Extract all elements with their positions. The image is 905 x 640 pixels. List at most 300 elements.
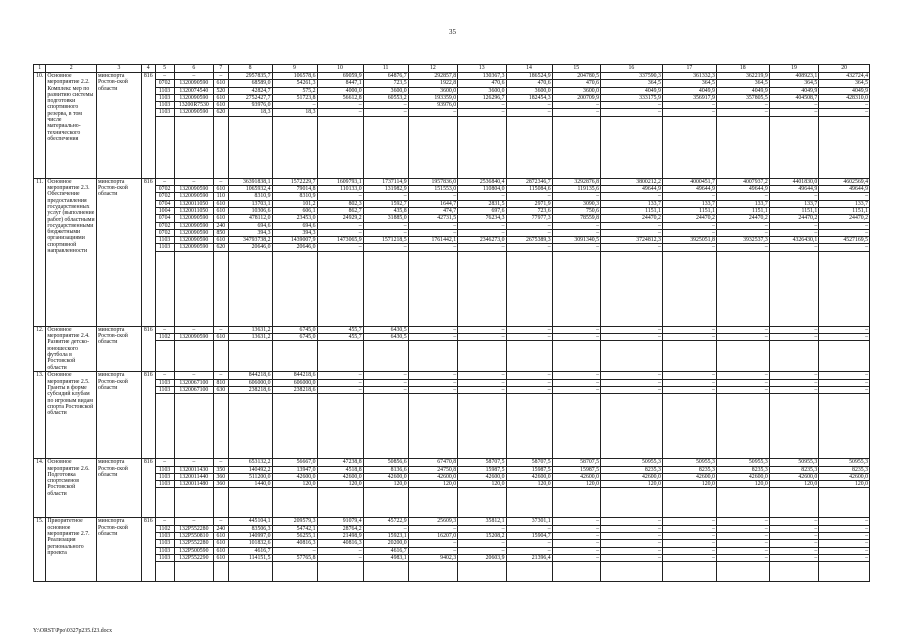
empty-cell xyxy=(819,341,870,372)
code-cell: 1320090590 xyxy=(174,186,213,193)
amount-cell: – xyxy=(506,547,552,554)
empty-cell xyxy=(408,488,458,518)
amount-cell: 1644,7 xyxy=(408,200,458,207)
column-header: 6 xyxy=(174,65,213,73)
code-cell: 350 xyxy=(214,466,229,473)
empty-cell xyxy=(317,562,363,582)
amount-cell: 42600,0 xyxy=(662,473,716,480)
activity-name: Основное мероприятие 2.2. Комплекс мер по развитию системы подготовки спортивного резерва, в том числе материально-технического обеспечения xyxy=(46,73,97,179)
code-cell: 520 xyxy=(214,87,229,94)
amount-cell: 4049,9 xyxy=(769,87,819,94)
amount-cell: – xyxy=(819,102,870,109)
amount-cell: 408923,1 xyxy=(769,73,819,80)
column-header: 5 xyxy=(155,65,174,73)
amount-cell: 57765,8 xyxy=(272,554,317,561)
amount-cell: – xyxy=(601,229,663,236)
amount-cell: 1761442,1 xyxy=(408,237,458,244)
table-row xyxy=(34,518,870,525)
empty-cell xyxy=(155,562,174,582)
empty-cell xyxy=(662,394,716,459)
empty-cell xyxy=(601,116,663,178)
filler-row xyxy=(34,394,870,459)
grbs-code: 816 xyxy=(142,518,156,582)
table-row xyxy=(34,109,870,116)
budget-table xyxy=(33,64,870,582)
amount-cell: – xyxy=(601,386,663,393)
table-row xyxy=(34,533,870,540)
code-cell: 1103 xyxy=(155,102,174,109)
empty-cell xyxy=(819,562,870,582)
grbs-code: 816 xyxy=(142,326,156,372)
amount-cell: – xyxy=(819,109,870,116)
code-cell: 610 xyxy=(214,237,229,244)
empty-cell xyxy=(317,116,363,178)
amount-cell: 8447,1 xyxy=(317,80,363,87)
amount-cell: – xyxy=(552,525,600,532)
empty-cell xyxy=(819,488,870,518)
code-cell: – xyxy=(155,178,174,185)
empty-cell xyxy=(272,116,317,178)
amount-cell: – xyxy=(769,525,819,532)
amount-cell: 91079,4 xyxy=(317,518,363,525)
code-cell: – xyxy=(155,73,174,80)
code-cell: – xyxy=(214,372,229,379)
amount-cell: 3600,0 xyxy=(552,87,600,94)
table-row xyxy=(34,102,870,109)
empty-cell xyxy=(716,251,769,326)
empty-cell xyxy=(214,394,229,459)
amount-cell: – xyxy=(506,326,552,333)
code-cell: 610 xyxy=(214,540,229,547)
amount-cell: – xyxy=(819,326,870,333)
empty-cell xyxy=(819,116,870,178)
empty-cell xyxy=(272,488,317,518)
code-cell: 1320011430 xyxy=(174,466,213,473)
amount-cell: 35812,1 xyxy=(458,518,506,525)
amount-cell: 126296,7 xyxy=(458,94,506,101)
amount-cell: – xyxy=(272,547,317,554)
amount-cell: 50856,6 xyxy=(363,459,408,466)
code-cell: – xyxy=(214,73,229,80)
amount-cell: 42600,0 xyxy=(716,473,769,480)
table-row xyxy=(34,481,870,488)
amount-cell: 4401830,0 xyxy=(769,178,819,185)
executor: минспорта Ростов-ской области xyxy=(97,372,142,459)
empty-cell xyxy=(662,488,716,518)
amount-cell: – xyxy=(408,540,458,547)
amount-cell: – xyxy=(819,334,870,341)
amount-cell: 54261,3 xyxy=(272,80,317,87)
table-row xyxy=(34,215,870,222)
table-row xyxy=(34,237,870,244)
amount-cell: 120,0 xyxy=(716,481,769,488)
amount-cell: 511200,0 xyxy=(228,473,272,480)
amount-cell: 16207,0 xyxy=(408,533,458,540)
amount-cell: – xyxy=(662,386,716,393)
amount-cell: 3925051,8 xyxy=(662,237,716,244)
filler-row xyxy=(34,116,870,178)
amount-cell: 182454,3 xyxy=(506,94,552,101)
amount-cell: – xyxy=(458,326,506,333)
amount-cell: – xyxy=(662,109,716,116)
amount-cell: 15923,1 xyxy=(363,533,408,540)
amount-cell: – xyxy=(363,525,408,532)
amount-cell: 120,0 xyxy=(552,481,600,488)
table-row xyxy=(34,554,870,561)
amount-cell: – xyxy=(408,334,458,341)
empty-cell xyxy=(769,251,819,326)
amount-cell: 364,5 xyxy=(769,80,819,87)
amount-cell: 2831,5 xyxy=(458,200,506,207)
amount-cell: 114151,5 xyxy=(228,554,272,561)
empty-cell xyxy=(155,488,174,518)
code-cell: 1004 xyxy=(155,207,174,214)
amount-cell: 42731,5 xyxy=(408,215,458,222)
table-row xyxy=(34,186,870,193)
amount-cell: 18,3 xyxy=(272,109,317,116)
amount-cell: – xyxy=(317,372,363,379)
empty-cell xyxy=(716,116,769,178)
amount-cell: – xyxy=(601,540,663,547)
amount-cell: – xyxy=(662,334,716,341)
column-header: 10 xyxy=(317,65,363,73)
amount-cell: – xyxy=(662,547,716,554)
amount-cell: – xyxy=(769,386,819,393)
empty-cell xyxy=(228,394,272,459)
empty-cell xyxy=(552,116,600,178)
code-cell: – xyxy=(155,459,174,466)
empty-cell xyxy=(819,251,870,326)
code-cell: 0704 xyxy=(155,200,174,207)
amount-cell: 694,6 xyxy=(272,222,317,229)
empty-cell xyxy=(552,394,600,459)
amount-cell: – xyxy=(662,518,716,525)
amount-cell: – xyxy=(408,244,458,251)
amount-cell: – xyxy=(363,109,408,116)
amount-cell: 1439007,9 xyxy=(272,237,317,244)
code-cell: 1320090590 xyxy=(174,244,213,251)
footer-file-path: Y:\ORST\Ppo\0327p235.f23.docx xyxy=(33,628,113,634)
empty-cell xyxy=(317,251,363,326)
amount-cell: – xyxy=(662,533,716,540)
amount-cell: 101832,6 xyxy=(228,540,272,547)
activity-name: Основное мероприятие 2.3. Обеспечение предоставления государственных услуг (выполнение работ) областными государственными бюджетными организациями спортивной направленности xyxy=(46,178,97,326)
amount-cell: 2675389,3 xyxy=(506,237,552,244)
table-row xyxy=(34,525,870,532)
code-cell: 1103 xyxy=(155,87,174,94)
amount-cell: 470,6 xyxy=(458,80,506,87)
column-header: 15 xyxy=(552,65,600,73)
row-number: 14. xyxy=(34,459,46,518)
amount-cell: 21498,9 xyxy=(317,533,363,540)
executor: минспорта Ростов-ской области xyxy=(97,326,142,372)
amount-cell: 455,7 xyxy=(317,326,363,333)
amount-cell: – xyxy=(601,533,663,540)
amount-cell: 1737114,9 xyxy=(363,178,408,185)
table-row xyxy=(34,222,870,229)
amount-cell: 42600,0 xyxy=(769,473,819,480)
amount-cell: – xyxy=(408,386,458,393)
code-cell: 610 xyxy=(214,94,229,101)
amount-cell: – xyxy=(769,229,819,236)
amount-cell: – xyxy=(317,379,363,386)
amount-cell: 694,6 xyxy=(228,222,272,229)
code-cell: – xyxy=(214,518,229,525)
code-cell: 0702 xyxy=(155,186,174,193)
amount-cell: 45722,9 xyxy=(363,518,408,525)
empty-cell xyxy=(272,251,317,326)
column-header: 13 xyxy=(458,65,506,73)
amount-cell: 1065932,4 xyxy=(228,186,272,193)
filler-row xyxy=(34,562,870,582)
code-cell: 1103 xyxy=(155,386,174,393)
amount-cell: 200709,9 xyxy=(552,94,600,101)
amount-cell: 204780,5 xyxy=(552,73,600,80)
amount-cell: 120,0 xyxy=(317,481,363,488)
amount-cell: 4602569,4 xyxy=(819,178,870,185)
amount-cell: 575,2 xyxy=(272,87,317,94)
amount-cell: – xyxy=(272,102,317,109)
amount-cell: 1151,1 xyxy=(769,207,819,214)
amount-cell: 1957836,0 xyxy=(408,178,458,185)
amount-cell: 131982,9 xyxy=(363,186,408,193)
table-row xyxy=(34,334,870,341)
amount-cell: 13631,2 xyxy=(228,334,272,341)
amount-cell: 20200,0 xyxy=(363,540,408,547)
column-header: 8 xyxy=(228,65,272,73)
code-cell: 610 xyxy=(214,207,229,214)
amount-cell: 478112,0 xyxy=(228,215,272,222)
amount-cell: 361332,3 xyxy=(662,73,716,80)
code-cell: 1320011050 xyxy=(174,200,213,207)
amount-cell: 133,7 xyxy=(769,200,819,207)
amount-cell: 364,5 xyxy=(716,80,769,87)
code-cell: 1320074540 xyxy=(174,87,213,94)
amount-cell: – xyxy=(552,533,600,540)
amount-cell: – xyxy=(716,518,769,525)
empty-cell xyxy=(601,488,663,518)
code-cell: 1103 xyxy=(155,481,174,488)
amount-cell: 49644,9 xyxy=(601,186,663,193)
code-cell: 1320090590 xyxy=(174,222,213,229)
code-cell: 610 xyxy=(214,554,229,561)
table-row xyxy=(34,466,870,473)
table-row xyxy=(34,229,870,236)
amount-cell: – xyxy=(769,244,819,251)
amount-cell: – xyxy=(317,193,363,200)
empty-cell xyxy=(552,562,600,582)
code-cell: – xyxy=(174,518,213,525)
empty-cell xyxy=(601,394,663,459)
amount-cell: – xyxy=(662,525,716,532)
amount-cell: – xyxy=(716,547,769,554)
amount-cell: – xyxy=(552,372,600,379)
executor: минспорта Ростов-ской области xyxy=(97,459,142,518)
amount-cell: 115084,6 xyxy=(506,186,552,193)
amount-cell: – xyxy=(601,109,663,116)
amount-cell: 15987,5 xyxy=(458,466,506,473)
amount-cell: 6430,5 xyxy=(363,326,408,333)
empty-cell xyxy=(769,116,819,178)
amount-cell: – xyxy=(458,386,506,393)
amount-cell: 3600,0 xyxy=(506,87,552,94)
amount-cell: 1473065,9 xyxy=(317,237,363,244)
amount-cell: – xyxy=(458,540,506,547)
amount-cell: 49644,9 xyxy=(769,186,819,193)
amount-cell: 69059,9 xyxy=(317,73,363,80)
amount-cell: – xyxy=(769,334,819,341)
amount-cell: – xyxy=(458,229,506,236)
grbs-code: 816 xyxy=(142,372,156,459)
amount-cell: 3932537,3 xyxy=(716,237,769,244)
code-cell: 1103 xyxy=(155,540,174,547)
grbs-code: 816 xyxy=(142,459,156,518)
amount-cell: 13703,1 xyxy=(228,200,272,207)
activity-name: Приоритетное основное мероприятие 2.7. Реализация регионального проекта xyxy=(46,518,97,582)
amount-cell: – xyxy=(601,372,663,379)
amount-cell: – xyxy=(363,102,408,109)
empty-cell xyxy=(716,562,769,582)
amount-cell: 3600,0 xyxy=(458,87,506,94)
empty-cell xyxy=(408,251,458,326)
amount-cell: – xyxy=(552,222,600,229)
amount-cell: 83506,3 xyxy=(228,525,272,532)
amount-cell: 40816,3 xyxy=(272,540,317,547)
table-row xyxy=(34,386,870,393)
amount-cell: – xyxy=(819,533,870,540)
column-header: 14 xyxy=(506,65,552,73)
amount-cell: 4049,9 xyxy=(601,87,663,94)
page-number: 35 xyxy=(449,28,456,36)
amount-cell: – xyxy=(769,554,819,561)
amount-cell: – xyxy=(458,193,506,200)
amount-cell: – xyxy=(317,547,363,554)
amount-cell: 120,0 xyxy=(601,481,663,488)
column-header: 9 xyxy=(272,65,317,73)
empty-cell xyxy=(716,341,769,372)
amount-cell: 1609793,1 xyxy=(317,178,363,185)
row-number: 10. xyxy=(34,73,46,179)
amount-cell: – xyxy=(819,547,870,554)
amount-cell: – xyxy=(363,222,408,229)
executor: минспорта Ростов-ской области xyxy=(97,178,142,326)
amount-cell: 42824,7 xyxy=(228,87,272,94)
amount-cell: 3292876,8 xyxy=(552,178,600,185)
amount-cell: – xyxy=(819,222,870,229)
amount-cell: 24929,2 xyxy=(317,215,363,222)
amount-cell: – xyxy=(819,386,870,393)
empty-cell xyxy=(769,562,819,582)
amount-cell: – xyxy=(716,244,769,251)
amount-cell: 3091340,5 xyxy=(552,237,600,244)
table-row xyxy=(34,326,870,333)
amount-cell: – xyxy=(552,326,600,333)
amount-cell: 844218,6 xyxy=(272,372,317,379)
amount-cell: 364,5 xyxy=(601,80,663,87)
empty-cell xyxy=(174,251,213,326)
amount-cell: – xyxy=(601,326,663,333)
empty-cell xyxy=(552,251,600,326)
table-row xyxy=(34,80,870,87)
amount-cell: 750,6 xyxy=(552,207,600,214)
code-cell: 1320090590 xyxy=(174,215,213,222)
amount-cell: 356917,9 xyxy=(662,94,716,101)
amount-cell: 6430,5 xyxy=(363,334,408,341)
amount-cell: 404508,7 xyxy=(769,94,819,101)
empty-cell xyxy=(769,341,819,372)
amount-cell: – xyxy=(716,334,769,341)
amount-cell: – xyxy=(458,334,506,341)
empty-cell xyxy=(363,116,408,178)
column-header: 12 xyxy=(408,65,458,73)
code-cell: 610 xyxy=(214,215,229,222)
row-number: 13. xyxy=(34,372,46,459)
amount-cell: – xyxy=(662,554,716,561)
amount-cell: – xyxy=(458,102,506,109)
amount-cell: – xyxy=(662,193,716,200)
amount-cell: – xyxy=(408,229,458,236)
empty-cell xyxy=(174,394,213,459)
amount-cell: – xyxy=(769,518,819,525)
code-cell: – xyxy=(174,372,213,379)
amount-cell: 9402,3 xyxy=(408,554,458,561)
table-row xyxy=(34,547,870,554)
amount-cell: 13631,2 xyxy=(228,326,272,333)
code-cell: 1103 xyxy=(155,466,174,473)
code-cell: – xyxy=(174,326,213,333)
amount-cell: – xyxy=(716,193,769,200)
amount-cell: 120,0 xyxy=(662,481,716,488)
amount-cell: – xyxy=(317,554,363,561)
empty-cell xyxy=(662,562,716,582)
code-cell: 1320067100 xyxy=(174,379,213,386)
amount-cell: – xyxy=(363,229,408,236)
amount-cell: 364,5 xyxy=(662,80,716,87)
empty-cell xyxy=(214,341,229,372)
amount-cell: 8136,6 xyxy=(363,466,408,473)
code-cell: 610 xyxy=(214,80,229,87)
empty-cell xyxy=(408,341,458,372)
code-cell: 1103 xyxy=(155,94,174,101)
amount-cell: – xyxy=(601,525,663,532)
code-cell: 630 xyxy=(214,386,229,393)
amount-cell: 24470,2 xyxy=(601,215,663,222)
code-cell: 240 xyxy=(214,222,229,229)
empty-cell xyxy=(272,394,317,459)
amount-cell: – xyxy=(458,525,506,532)
amount-cell: 49644,9 xyxy=(716,186,769,193)
empty-cell xyxy=(601,251,663,326)
amount-cell: – xyxy=(716,222,769,229)
amount-cell: – xyxy=(317,244,363,251)
empty-cell xyxy=(458,488,506,518)
amount-cell: 42600,0 xyxy=(819,473,870,480)
amount-cell: 8235,3 xyxy=(601,466,663,473)
amount-cell: 653132,2 xyxy=(228,459,272,466)
amount-cell: 474,7 xyxy=(408,207,458,214)
amount-cell: – xyxy=(662,326,716,333)
amount-cell: – xyxy=(506,102,552,109)
amount-cell: 455,7 xyxy=(317,334,363,341)
amount-cell: 50955,3 xyxy=(662,459,716,466)
amount-cell: – xyxy=(601,222,663,229)
code-cell: 110 xyxy=(214,193,229,200)
row-number: 15. xyxy=(34,518,46,582)
amount-cell: 50955,3 xyxy=(819,459,870,466)
amount-cell: 120,0 xyxy=(819,481,870,488)
amount-cell: 209579,3 xyxy=(272,518,317,525)
amount-cell: 50955,3 xyxy=(716,459,769,466)
